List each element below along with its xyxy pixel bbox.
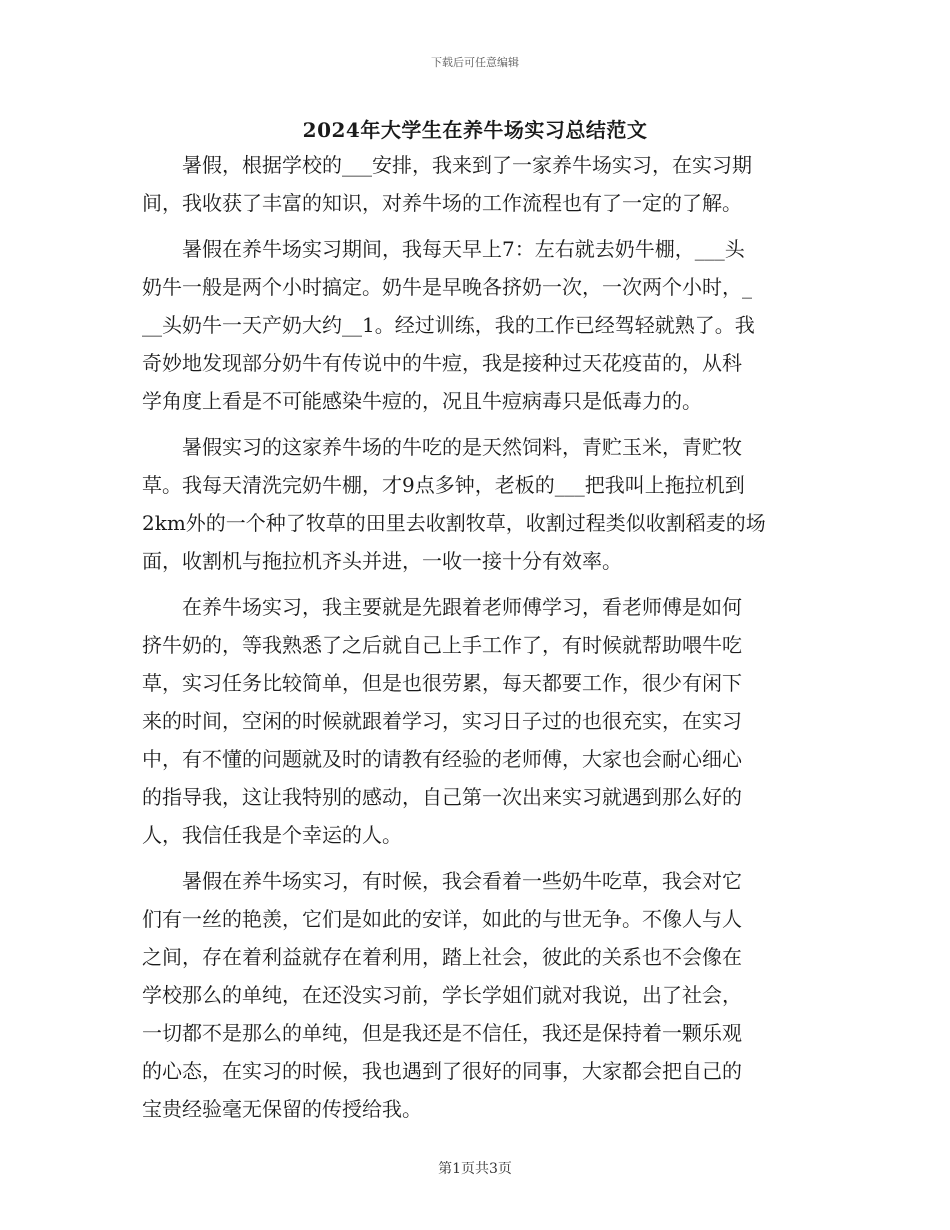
- text-line: 2km外的一个种了牧草的田里去收割牧草，收割过程类似收割稻麦的场: [142, 511, 766, 535]
- paragraph-gap: [142, 420, 810, 428]
- text-line: 挤牛奶的，等我熟悉了之后就自己上手工作了，有时候就帮助喂牛吃: [142, 633, 742, 657]
- paragraph: [142, 146, 810, 222]
- text-line: 的心态，在实习的时候，我也遇到了很好的同事，大家都会把自己的: [142, 1059, 742, 1083]
- text-line: 一切都不是那么的单纯，但是我还是不信任，我还是保持着一颗乐观: [142, 1021, 742, 1045]
- text-line: 草。我每天清洗完奶牛棚，才9点多钟，老板的___把我叫上拖拉机到: [142, 473, 745, 497]
- text-line: 在养牛场实习，我主要就是先跟着老师傅学习，看老师傅是如何: [142, 595, 742, 619]
- text-line: 学校那么的单纯，在还没实习前，学长学姐们就对我说，出了社会，: [142, 983, 742, 1007]
- text-line: 暑假在养牛场实习，有时候，我会看着一些奶牛吃草，我会对它: [142, 869, 742, 893]
- text-line: 草，实习任务比较简单，但是也很劳累，每天都要工作，很少有闲下: [142, 671, 742, 695]
- document-title: 2024年大学生在养牛场实习总结范文: [302, 118, 648, 142]
- text-line: 宝贵经验毫无保留的传授给我。: [142, 1097, 422, 1121]
- text-line: 来的时间，空闲的时候就跟着学习，实习日子过的也很充实，在实习: [142, 709, 742, 733]
- document-body: [142, 146, 810, 1128]
- text-line: 奶牛一般是两个小时搞定。奶牛是早晚各挤奶一次，一次两个小时，_: [142, 275, 752, 299]
- text-line: 暑假，根据学校的___安排，我来到了一家养牛场实习，在实习期: [142, 153, 752, 177]
- paragraph-gap: [142, 854, 810, 862]
- text-line: 人，我信任我是个幸运的人。: [142, 823, 402, 847]
- text-line: 暑假在养牛场实习期间，我每天早上7：左右就去奶牛棚，___头: [142, 237, 745, 261]
- text-line: 间，我收获了丰富的知识，对养牛场的工作流程也有了一定的了解。: [142, 191, 742, 215]
- text-line: 的指导我，这让我特别的感动，自己第一次出来实习就遇到那么好的: [142, 785, 742, 809]
- text-line: 奇妙地发现部分奶牛有传说中的牛痘，我是接种过天花疫苗的，从科: [142, 351, 742, 375]
- paragraph: [142, 230, 810, 420]
- paragraph-gap: [142, 580, 810, 588]
- text-line: 学角度上看是不可能感染牛痘的，况且牛痘病毒只是低毒力的。: [142, 389, 702, 413]
- paragraph: [142, 862, 810, 1128]
- text-line: 面，收割机与拖拉机齐头并进，一收一接十分有效率。: [142, 549, 622, 573]
- paragraph: [142, 588, 810, 854]
- text-line: 暑假实习的这家养牛场的牛吃的是天然饲料，青贮玉米，青贮牧: [142, 435, 742, 459]
- text-line: __头奶牛一天产奶大约__1。经过训练，我的工作已经驾轻就熟了。我: [142, 313, 755, 337]
- text-line: 们有一丝的艳羡，它们是如此的安详，如此的与世无争。不像人与人: [142, 907, 742, 931]
- text-line: 之间，存在着利益就存在着利用，踏上社会，彼此的关系也不会像在: [142, 945, 742, 969]
- paragraph-gap: [142, 222, 810, 230]
- text-line: 中，有不懂的问题就及时的请教有经验的老师傅，大家也会耐心细心: [142, 747, 742, 771]
- page-header: 下载后可任意编辑: [431, 56, 519, 69]
- page-footer: 第1页共3页: [438, 1161, 512, 1177]
- paragraph: [142, 428, 810, 580]
